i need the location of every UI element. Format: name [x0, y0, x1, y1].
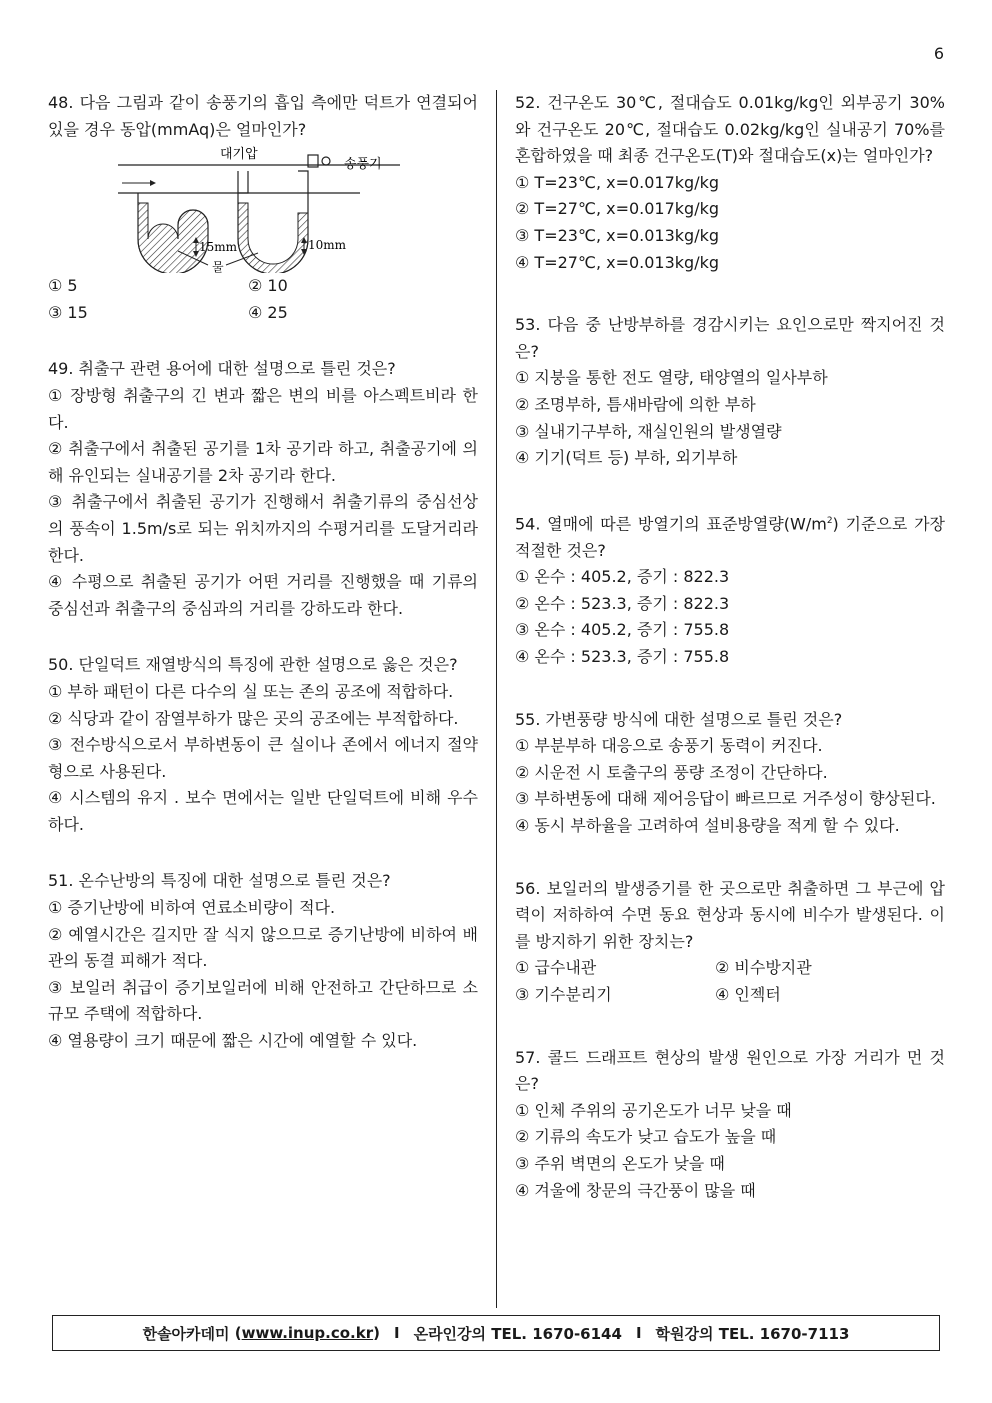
left-column [48, 90, 478, 1081]
question-50 [48, 652, 478, 838]
question-text: 48. 다음 그림과 같이 송풍기의 흡입 측에만 덕트가 연결되어 있을 경우 동압(mmAq)은 얼마인가? [48, 93, 478, 139]
superscript: 2 [826, 515, 833, 526]
question-49 [48, 356, 478, 622]
atm-label: 대기압 [220, 147, 258, 163]
page-number: 6 [933, 44, 944, 63]
question-text: 56. 보일러의 발생증기를 한 곳으로만 취출하면 그 부근에 압력이 저하하여 수면 동요 현상과 동시에 비수가 발생된다. 이를 방지하기 위한 장치는? [515, 878, 945, 951]
question-52 [515, 90, 945, 276]
choice-4[interactable]: ④ 25 [248, 302, 288, 322]
choice-2[interactable]: ② 기류의 속도가 낮고 습도가 높을 때 [515, 1127, 777, 1147]
right-column [515, 90, 945, 1230]
choice-2[interactable]: ② 시운전 시 토출구의 풍량 조정이 간단하다. [515, 762, 828, 782]
choice-4[interactable]: ④ 겨울에 창문의 극간풍이 많을 때 [515, 1180, 756, 1200]
separator: I [635, 1324, 642, 1342]
fan-label: 송풍기 [344, 157, 382, 173]
choice-1[interactable]: ① 인체 주위의 공기온도가 너무 낮을 때 [515, 1100, 792, 1120]
choice-2[interactable]: ② 예열시간은 길지만 잘 식지 않으므로 증기난방에 비하여 배관의 동결 피해가 적다. [48, 924, 478, 971]
choice-3[interactable]: ③ 15 [48, 302, 88, 322]
choice-3[interactable]: ③ 온수 : 405.2, 증기 : 755.8 [515, 620, 730, 640]
online-phone: 온라인강의 TEL. 1670-6144 [413, 1324, 622, 1343]
choice-4[interactable]: ④ 기기(덕트 등) 부하, 외기부하 [515, 448, 738, 468]
choice-1[interactable]: ① 급수내관 [515, 958, 597, 978]
choice-grid [48, 273, 478, 326]
choice-1[interactable]: ① 증기난방에 비하여 연료소비량이 적다. [48, 898, 336, 918]
question-text: 52. 건구온도 30℃, 절대습도 0.01kg/kg인 외부공기 30%와 건구온도 20℃, 절대습도 0.02kg/kg인 실내공기 70%를 혼합하였을 때 최종 건구온도(T)와 절대습도(x)는 얼마인가? [515, 93, 945, 166]
choice-3[interactable]: ③ 보일러 취급이 증기보일러에 비해 안전하고 간단하므로 소규모 주택에 적합하다. [48, 977, 478, 1024]
choice-3[interactable]: ③ 주위 벽면의 온도가 낮을 때 [515, 1153, 725, 1173]
choice-3[interactable]: ③ T=23℃, x=0.013kg/kg [515, 225, 720, 245]
question-text-a: 54. 열매에 따른 방열기의 표준방열량(W/m [515, 514, 827, 534]
question-54 [515, 508, 945, 671]
academy-name: 한솔아카데미 [142, 1324, 230, 1343]
height-15mm-label: 15mm [199, 240, 238, 255]
choice-4[interactable]: ④ 동시 부하율을 고려하여 설비용량을 적게 할 수 있다. [515, 815, 900, 835]
choice-2[interactable]: ② 비수방지관 [715, 958, 812, 978]
choice-3[interactable]: ③ 실내기구부하, 재실인원의 발생열량 [515, 421, 782, 441]
choice-3[interactable]: ③ 기수분리기 [515, 984, 612, 1004]
duct-manometer-diagram [108, 143, 428, 273]
question-55 [515, 707, 945, 840]
question-56 [515, 876, 945, 1009]
choice-4[interactable]: ④ 온수 : 523.3, 증기 : 755.8 [515, 647, 730, 667]
question-text: 53. 다음 중 난방부하를 경감시키는 요인으로만 짝지어진 것은? [515, 315, 945, 361]
choice-2[interactable]: ② T=27℃, x=0.017kg/kg [515, 199, 720, 219]
choice-3[interactable]: ③ 전수방식으로서 부하변동이 큰 실이나 존에서 에너지 절약형으로 사용된다. [48, 735, 478, 781]
choice-1[interactable]: ① 지붕을 통한 전도 열량, 태양열의 일사부하 [515, 368, 828, 388]
choice-4[interactable]: ④ 시스템의 유지 . 보수 면에서는 일반 단일덕트에 비해 우수하다. [48, 788, 478, 834]
column-divider [496, 90, 497, 1308]
choice-1[interactable]: ① 5 [48, 276, 78, 296]
choice-1[interactable]: ① 부하 패턴이 다른 다수의 실 또는 존의 공조에 적합하다. [48, 681, 454, 701]
separator: I [393, 1324, 400, 1342]
choice-4[interactable]: ④ 열용량이 크기 때문에 짧은 시간에 예열할 수 있다. [48, 1031, 418, 1051]
choice-2[interactable]: ② 조명부하, 틈새바람에 의한 부하 [515, 394, 756, 414]
choice-1[interactable]: ① 온수 : 405.2, 증기 : 822.3 [515, 567, 730, 587]
choice-4[interactable]: ④ T=27℃, x=0.013kg/kg [515, 252, 720, 272]
offline-phone: 학원강의 TEL. 1670-7113 [655, 1324, 850, 1343]
choice-1[interactable]: ① 부분부하 대응으로 송풍기 동력이 커진다. [515, 736, 823, 756]
question-text: 51. 온수난방의 특징에 대한 설명으로 틀린 것은? [48, 871, 391, 891]
choice-2[interactable]: ② 식당과 같이 잠열부하가 많은 곳의 공조에는 부적합하다. [48, 708, 459, 728]
question-48 [48, 90, 478, 326]
manometer-figure [48, 143, 478, 273]
choice-2[interactable]: ② 취출구에서 취출된 공기를 1차 공기라 하고, 취출공기에 의해 유인되는 실내공기를 2차 공기라 한다. [48, 439, 478, 485]
choice-grid [515, 955, 945, 1008]
question-51 [48, 868, 478, 1054]
question-text: 49. 취출구 관련 용어에 대한 설명으로 틀린 것은? [48, 359, 396, 379]
question-57 [515, 1045, 945, 1205]
choice-2[interactable]: ② 10 [248, 276, 288, 296]
question-text: 57. 콜드 드래프트 현상의 발생 원인으로 가장 거리가 먼 것은? [515, 1047, 945, 1094]
choice-1[interactable]: ① T=23℃, x=0.017kg/kg [515, 172, 720, 192]
choice-2[interactable]: ② 온수 : 523.3, 증기 : 822.3 [515, 593, 730, 613]
website-link[interactable]: www.inup.co.kr [241, 1324, 374, 1342]
height-10mm-label: 10mm [308, 238, 347, 253]
water-label: 물 [212, 260, 224, 274]
question-text [515, 508, 945, 565]
question-text: 55. 가변풍량 방식에 대한 설명으로 틀린 것은? [515, 709, 843, 729]
question-text: 50. 단일덕트 재열방식의 특징에 관한 설명으로 옳은 것은? [48, 655, 458, 675]
question-53 [515, 312, 945, 472]
question-text-b: ) 기준으로 가장 적절한 것은? [515, 514, 945, 560]
choice-1[interactable]: ① 장방형 취출구의 긴 변과 짧은 변의 비를 아스펙트비라 한다. [48, 385, 478, 432]
choice-3[interactable]: ③ 취출구에서 취출된 공기가 진행해서 취출기류의 중심선상의 풍속이 1.5m/s로 되는 위치까지의 수평거리를 도달거리라 한다. [48, 492, 478, 565]
choice-4[interactable]: ④ 수평으로 취출된 공기가 어떤 거리를 진행했을 때 기류의 중심선과 취출구의 중심과의 거리를 강하도라 한다. [48, 572, 478, 618]
choice-3[interactable]: ③ 부하변동에 대해 제어응답이 빠르므로 거주성이 향상된다. [515, 789, 936, 809]
choice-4[interactable]: ④ 인젝터 [715, 984, 781, 1004]
footer-bar: 한솔아카데미 ( www.inup.co.kr ) I 온라인강의 TEL. 1670-6144 I 학원강의 TEL. 1670-7113 [52, 1315, 940, 1351]
